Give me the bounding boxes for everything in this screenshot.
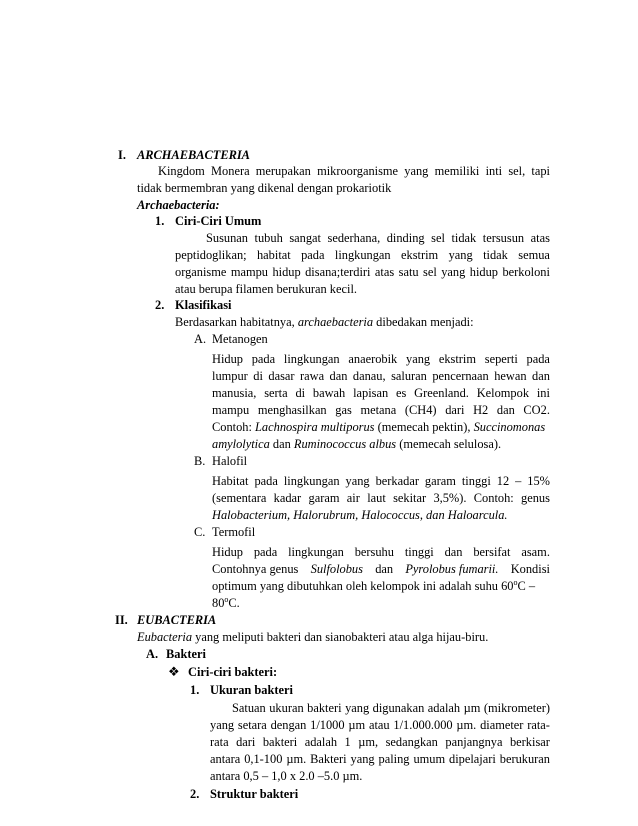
paragraph-line xyxy=(210,734,550,750)
word: metana xyxy=(360,403,397,417)
word: sel, xyxy=(508,164,526,178)
word: yang xyxy=(345,474,370,488)
paragraph-line xyxy=(212,351,550,367)
word: garam xyxy=(308,491,340,505)
word: ukuran xyxy=(269,701,304,715)
word: berkisar xyxy=(509,735,550,749)
word: dipelajari xyxy=(449,752,496,766)
word: yang xyxy=(345,701,370,715)
word: sedangkan xyxy=(385,735,438,749)
word: atas xyxy=(530,231,550,245)
word: genus xyxy=(521,491,550,505)
word: µm, xyxy=(358,735,379,749)
word: berkoloni xyxy=(502,265,550,279)
word: Hidup xyxy=(212,352,243,366)
word: Satuan xyxy=(232,701,266,715)
item-title: Ukuran bakteri xyxy=(210,683,293,697)
word: tapi xyxy=(531,164,550,178)
paragraph-line: Berdasarkan habitatnya, archaebacteria dibedakan menjadi: xyxy=(175,315,474,329)
word: satu xyxy=(398,265,419,279)
word: garam xyxy=(424,474,456,488)
paragraph-line xyxy=(210,717,550,733)
word: 12 xyxy=(496,474,510,488)
word: ekstrim xyxy=(401,248,439,262)
word: 1/1000 xyxy=(310,718,345,732)
word: seperti xyxy=(484,352,518,366)
word: rata xyxy=(210,735,229,749)
word: yang xyxy=(404,164,429,178)
word: merupakan xyxy=(255,164,311,178)
word: H2 xyxy=(473,403,489,417)
word: paling xyxy=(378,752,410,766)
bullet-icon: ❖ xyxy=(168,664,180,679)
word: lumpur xyxy=(212,369,248,383)
word: dasar xyxy=(268,369,295,383)
word: habitat xyxy=(256,248,291,262)
word: yang xyxy=(406,352,431,366)
word: dan xyxy=(532,369,550,383)
paragraph-line xyxy=(212,402,550,418)
list-title: Termofil xyxy=(212,525,256,539)
word: sangat xyxy=(289,231,321,245)
word: di xyxy=(253,369,263,383)
paragraph-line: antara 0,5 – 1,0 x 2.0 –5.0 µm. xyxy=(210,769,363,783)
subheading: Archaebacteria: xyxy=(137,198,220,212)
word: µm. xyxy=(286,752,307,766)
word: atau xyxy=(368,718,390,732)
word: pada xyxy=(253,545,278,559)
word: peptidoglikan; xyxy=(175,248,247,262)
word: atas xyxy=(374,265,395,279)
paragraph-line xyxy=(232,700,550,716)
word: rata- xyxy=(527,718,550,732)
word: disana;terdiri xyxy=(305,265,371,279)
word: lingkungan xyxy=(283,474,340,488)
word: di xyxy=(295,386,306,400)
word: berkadar xyxy=(375,474,419,488)
word: kadar xyxy=(273,491,302,505)
word: pada xyxy=(526,352,550,366)
item-title: Struktur bakteri xyxy=(210,787,299,801)
list-title: Bakteri xyxy=(166,647,206,661)
word: organisme xyxy=(175,265,227,279)
word: pada xyxy=(301,248,325,262)
word: adalah xyxy=(304,735,338,749)
word: dan xyxy=(444,545,463,559)
word: bersuhu xyxy=(354,545,394,559)
word: asam. xyxy=(521,545,550,559)
paragraph-line xyxy=(206,230,550,246)
section-title: ARCHAEBACTERIA xyxy=(137,148,250,162)
word: Contoh: xyxy=(473,491,514,505)
item-number: 2. xyxy=(190,787,200,801)
paragraph-line xyxy=(212,385,550,401)
word: lingkungan xyxy=(283,352,340,366)
word: sel xyxy=(431,231,445,245)
list-title: Halofil xyxy=(212,454,248,468)
list-letter: C. xyxy=(194,525,206,539)
word: Kingdom xyxy=(158,164,205,178)
word: dinding xyxy=(386,231,425,245)
word: bersifat xyxy=(473,545,511,559)
word: tubuh xyxy=(254,231,283,245)
word: sel xyxy=(423,265,437,279)
word: dari xyxy=(445,403,465,417)
paragraph-line: 80$^o$C. xyxy=(212,594,240,610)
word: dan xyxy=(329,369,348,383)
paragraph-line: optimum yang dibutuhkan oleh kelompok ini adalah suhu 60$^o$C – xyxy=(212,577,536,593)
paragraph-line xyxy=(212,473,550,489)
word: yang xyxy=(350,752,375,766)
word: Kelompok xyxy=(476,386,530,400)
list-title: Ciri-ciri bakteri: xyxy=(188,665,278,679)
paragraph-line: Eubacteria yang meliputi bakteri dan sianobakteri atau alga hijau-biru. xyxy=(137,630,489,644)
word: adalah xyxy=(427,701,461,715)
word: sederhana, xyxy=(327,231,381,245)
paragraph-line: amylolytica dan Ruminococcus albus (memecah selulosa). xyxy=(212,437,502,451)
item-title: Klasifikasi xyxy=(175,298,232,312)
word: µm xyxy=(348,718,366,732)
word: Bakteri xyxy=(310,752,347,766)
word: hidup xyxy=(469,265,498,279)
word: umum xyxy=(413,752,446,766)
paragraph-line: atau berupa filamen berukuran kecil. xyxy=(175,282,357,296)
section-number: II. xyxy=(115,613,128,627)
word: 0,1-100 xyxy=(244,752,283,766)
word: ekstrim xyxy=(438,352,477,366)
word: laut xyxy=(367,491,386,505)
list-letter: A. xyxy=(194,332,207,346)
word: tidak xyxy=(483,248,508,262)
paragraph-line xyxy=(158,163,550,179)
word: bakteri xyxy=(307,701,342,715)
word: panjangnya xyxy=(445,735,503,749)
item-number: 2. xyxy=(155,298,165,312)
word: pada xyxy=(254,474,278,488)
item-number: 1. xyxy=(190,683,200,697)
word: tersusun xyxy=(482,231,525,245)
list-letter: B. xyxy=(194,454,206,468)
word: µm. xyxy=(456,718,477,732)
item-number: 1. xyxy=(155,214,165,228)
section-title: EUBACTERIA xyxy=(137,613,217,627)
word: Habitat xyxy=(212,474,249,488)
word: (sementara xyxy=(212,491,267,505)
word: Susunan xyxy=(206,231,248,245)
paragraph-line xyxy=(175,264,550,280)
word: semua xyxy=(518,248,550,262)
list-letter: A. xyxy=(146,647,159,661)
word: memiliki xyxy=(434,164,480,178)
paragraph-line: Halobacterium, Halorubrum, Halococcus, dan Haloarcula. xyxy=(212,508,508,522)
word: bawah xyxy=(312,386,346,400)
word: saluran xyxy=(391,369,427,383)
word: tinggi xyxy=(461,474,491,488)
word: dari xyxy=(236,735,256,749)
word: – xyxy=(515,474,522,488)
word: es xyxy=(396,386,407,400)
paragraph-line: tidak bermembran yang dikenal dengan prokariotik xyxy=(137,181,392,195)
paragraph-line xyxy=(210,751,550,767)
item-title: Ciri-Ciri Umum xyxy=(175,214,262,228)
word: (mikrometer) xyxy=(483,701,550,715)
word: menghasilkan xyxy=(257,403,327,417)
word: µm xyxy=(463,701,481,715)
paragraph-line: Contoh: Lachnospira multiporus (memecah pektin), Succinomonas xyxy=(212,420,546,434)
word: berukuran xyxy=(499,752,550,766)
word: yang xyxy=(441,265,466,279)
word: manusia, xyxy=(212,386,257,400)
paragraph-line xyxy=(212,368,550,384)
word: pada xyxy=(251,352,276,366)
word: antara xyxy=(210,752,241,766)
paragraph-line xyxy=(212,490,550,506)
word: mampu xyxy=(230,265,268,279)
word: diameter xyxy=(480,718,524,732)
word: pencernaan xyxy=(432,369,489,383)
word: lapisan xyxy=(353,386,389,400)
word: lingkungan xyxy=(334,248,391,262)
paragraph-line: Contohnya genus Sulfolobus dan Pyrolobus fumarii. Kondisi xyxy=(212,562,550,576)
word: 3,5%). xyxy=(433,491,467,505)
word: Greenland. xyxy=(414,386,469,400)
word: lingkungan xyxy=(288,545,344,559)
word: CO2. xyxy=(523,403,550,417)
word: 1 xyxy=(344,735,351,749)
word: setara xyxy=(237,718,267,732)
list-title: Metanogen xyxy=(212,332,268,346)
paragraph-line xyxy=(212,544,550,560)
section-number: I. xyxy=(118,148,126,162)
word: anaerobik xyxy=(348,352,398,366)
word: Hidup xyxy=(212,545,243,559)
word: mikroorganisme xyxy=(317,164,399,178)
word: yang xyxy=(448,248,473,262)
word: dan xyxy=(496,403,515,417)
word: inti xyxy=(485,164,503,178)
word: gas xyxy=(335,403,352,417)
word: tidak xyxy=(451,231,477,245)
word: yang xyxy=(210,718,235,732)
word: 15% xyxy=(527,474,550,488)
word: dengan xyxy=(270,718,307,732)
word: (CH4) xyxy=(404,403,437,417)
word: hidup xyxy=(272,265,301,279)
word: hewan xyxy=(494,369,527,383)
word: digunakan xyxy=(372,701,425,715)
word: ini xyxy=(536,386,550,400)
word: bakteri xyxy=(262,735,298,749)
word: danau, xyxy=(352,369,386,383)
word: Monera xyxy=(211,164,250,178)
word: air xyxy=(346,491,360,505)
word: tinggi xyxy=(404,545,434,559)
word: mampu xyxy=(212,403,250,417)
word: 1/1.000.000 xyxy=(393,718,453,732)
word: serta xyxy=(264,386,288,400)
paragraph-line xyxy=(175,247,550,263)
word: rawa xyxy=(300,369,325,383)
word: sekitar xyxy=(393,491,427,505)
